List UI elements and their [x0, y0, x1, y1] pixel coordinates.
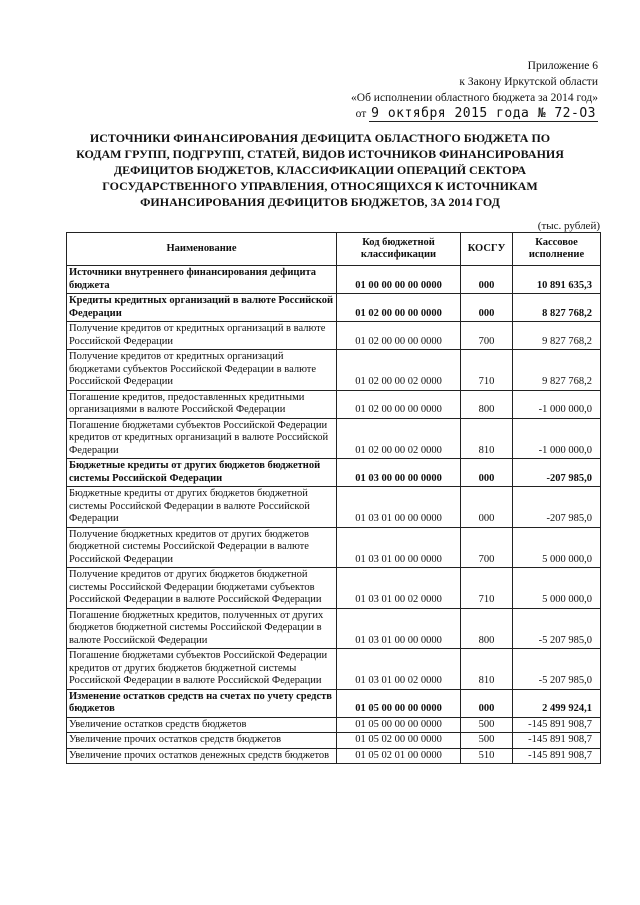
- cell-code: 01 00 00 00 00 0000: [337, 266, 461, 294]
- cell-kosgu: 500: [461, 733, 513, 749]
- appendix-line-1: Приложение 6: [527, 60, 598, 72]
- document-title: ИСТОЧНИКИ ФИНАНСИРОВАНИЯ ДЕФИЦИТА ОБЛАСТНОГО БЮДЖЕТА ПО КОДАМ ГРУПП, ПОДГРУПП, СТАТЕЙ, ВИДОВ ИСТОЧНИКОВ ФИНАНСИРОВАНИЯ ДЕФИЦИТОВ БЮДЖЕТОВ, КЛАССИФИКАЦИИ ОПЕРАЦИЙ СЕКТОРА ГОСУДАРСТВЕННОГО УПРАВЛЕНИЯ, ОТНОСЯЩИХСЯ К ИСТОЧНИКАМ ФИНАНСИРОВАНИЯ ДЕФИЦИТОВ БЮДЖЕТОВ, ЗА 2014 ГОД: [76, 131, 564, 209]
- cell-code: 01 02 00 00 02 0000: [337, 418, 461, 459]
- cell-kosgu: 000: [461, 459, 513, 487]
- header-amount: Кассовое исполнение: [513, 233, 601, 266]
- cell-amount: 5 000 000,0: [513, 527, 601, 568]
- cell-code: 01 03 01 00 00 0000: [337, 527, 461, 568]
- cell-name: Получение кредитов от других бюджетов бюджетной системы Российской Федерации бюджетами субъектов Российской Федерации в валюте Российской Федерации: [67, 568, 337, 609]
- cell-kosgu: 800: [461, 390, 513, 418]
- financing-sources-table: [66, 232, 601, 764]
- cell-name: Увеличение прочих остатков денежных средств бюджетов: [67, 748, 337, 764]
- table-row: [67, 733, 601, 749]
- cell-code: 01 03 01 00 02 0000: [337, 649, 461, 690]
- cell-amount: -207 985,0: [513, 487, 601, 528]
- table-row: [67, 717, 601, 733]
- table-row: [67, 689, 601, 717]
- table-row: [67, 487, 601, 528]
- cell-kosgu: 500: [461, 717, 513, 733]
- cell-name: Источники внутреннего финансирования дефицита бюджета: [67, 266, 337, 294]
- cell-code: 01 02 00 00 00 0000: [337, 294, 461, 322]
- cell-name: Погашение бюджетных кредитов, полученных от других бюджетов бюджетной системы Российской Федерации в валюте Российской Федерации: [67, 608, 337, 649]
- handwritten-date: 9 октября 2015 года № 72-ОЗ: [371, 106, 596, 121]
- cell-name: Получение бюджетных кредитов от других бюджетов бюджетной системы Российской Федерации в валюте Российской Федерации: [67, 527, 337, 568]
- cell-amount: -5 207 985,0: [513, 649, 601, 690]
- cell-code: 01 03 01 00 00 0000: [337, 487, 461, 528]
- cell-amount: 9 827 768,2: [513, 350, 601, 391]
- cell-code: 01 03 01 00 00 0000: [337, 608, 461, 649]
- cell-amount: 5 000 000,0: [513, 568, 601, 609]
- cell-name: Увеличение прочих остатков средств бюджетов: [67, 733, 337, 749]
- cell-amount: 10 891 635,3: [513, 266, 601, 294]
- cell-kosgu: 810: [461, 649, 513, 690]
- cell-name: Кредиты кредитных организаций в валюте Российской Федерации: [67, 294, 337, 322]
- table-row: [67, 322, 601, 350]
- units-label: (тыс. рублей): [537, 220, 600, 232]
- table-row: [67, 459, 601, 487]
- cell-amount: 2 499 924,1: [513, 689, 601, 717]
- table-row: [67, 608, 601, 649]
- appendix-block: [268, 58, 598, 122]
- table-row: [67, 294, 601, 322]
- cell-kosgu: 700: [461, 527, 513, 568]
- cell-amount: -1 000 000,0: [513, 390, 601, 418]
- cell-amount: 8 827 768,2: [513, 294, 601, 322]
- cell-kosgu: 000: [461, 689, 513, 717]
- table-body: [67, 266, 601, 764]
- cell-code: 01 05 00 00 00 0000: [337, 717, 461, 733]
- table-row: [67, 748, 601, 764]
- cell-code: 01 03 00 00 00 0000: [337, 459, 461, 487]
- cell-kosgu: 510: [461, 748, 513, 764]
- cell-name: Погашение бюджетами субъектов Российской Федерации кредитов от других бюджетов бюджетной системы Российской Федерации в валюте Российской Федерации: [67, 649, 337, 690]
- table-row: [67, 266, 601, 294]
- cell-kosgu: 710: [461, 568, 513, 609]
- cell-amount: -145 891 908,7: [513, 717, 601, 733]
- cell-name: Погашение кредитов, предоставленных кредитными организациями в валюте Российской Федерации: [67, 390, 337, 418]
- cell-amount: -207 985,0: [513, 459, 601, 487]
- header-name: Наименование: [67, 233, 337, 266]
- cell-kosgu: 810: [461, 418, 513, 459]
- table-row: [67, 649, 601, 690]
- cell-name: Бюджетные кредиты от других бюджетов бюджетной системы Российской Федерации: [67, 459, 337, 487]
- table-row: [67, 527, 601, 568]
- cell-code: 01 05 00 00 00 0000: [337, 689, 461, 717]
- table-row: [67, 418, 601, 459]
- table-row: [67, 568, 601, 609]
- cell-amount: -5 207 985,0: [513, 608, 601, 649]
- cell-name: Изменение остатков средств на счетах по учету средств бюджетов: [67, 689, 337, 717]
- cell-name: Погашение бюджетами субъектов Российской Федерации кредитов от кредитных организаций в валюте Российской Федерации: [67, 418, 337, 459]
- table-row: [67, 390, 601, 418]
- cell-kosgu: 700: [461, 322, 513, 350]
- cell-code: 01 02 00 00 00 0000: [337, 322, 461, 350]
- date-prefix: от: [355, 108, 367, 120]
- appendix-date-line: [268, 106, 598, 122]
- header-kosgu: КОСГУ: [461, 233, 513, 266]
- table-header-row: [67, 233, 601, 266]
- cell-kosgu: 000: [461, 266, 513, 294]
- header-code: Код бюджетной классификации: [337, 233, 461, 266]
- cell-amount: -145 891 908,7: [513, 748, 601, 764]
- appendix-line-3: «Об исполнении областного бюджета за 2014 год»: [351, 92, 598, 104]
- cell-name: Увеличение остатков средств бюджетов: [67, 717, 337, 733]
- cell-code: 01 02 00 00 02 0000: [337, 350, 461, 391]
- cell-name: Получение кредитов от кредитных организаций бюджетами субъектов Российской Федерации в валюте Российской Федерации: [67, 350, 337, 391]
- cell-name: Бюджетные кредиты от других бюджетов бюджетной системы Российской Федерации в валюте Российской Федерации: [67, 487, 337, 528]
- cell-kosgu: 800: [461, 608, 513, 649]
- cell-amount: 9 827 768,2: [513, 322, 601, 350]
- cell-name: Получение кредитов от кредитных организаций в валюте Российской Федерации: [67, 322, 337, 350]
- appendix-line-2: к Закону Иркутской области: [459, 76, 598, 88]
- cell-kosgu: 000: [461, 487, 513, 528]
- cell-code: 01 05 02 01 00 0000: [337, 748, 461, 764]
- cell-code: 01 05 02 00 00 0000: [337, 733, 461, 749]
- cell-code: 01 02 00 00 00 0000: [337, 390, 461, 418]
- table-row: [67, 350, 601, 391]
- cell-code: 01 03 01 00 02 0000: [337, 568, 461, 609]
- cell-kosgu: 000: [461, 294, 513, 322]
- cell-amount: -145 891 908,7: [513, 733, 601, 749]
- cell-amount: -1 000 000,0: [513, 418, 601, 459]
- cell-kosgu: 710: [461, 350, 513, 391]
